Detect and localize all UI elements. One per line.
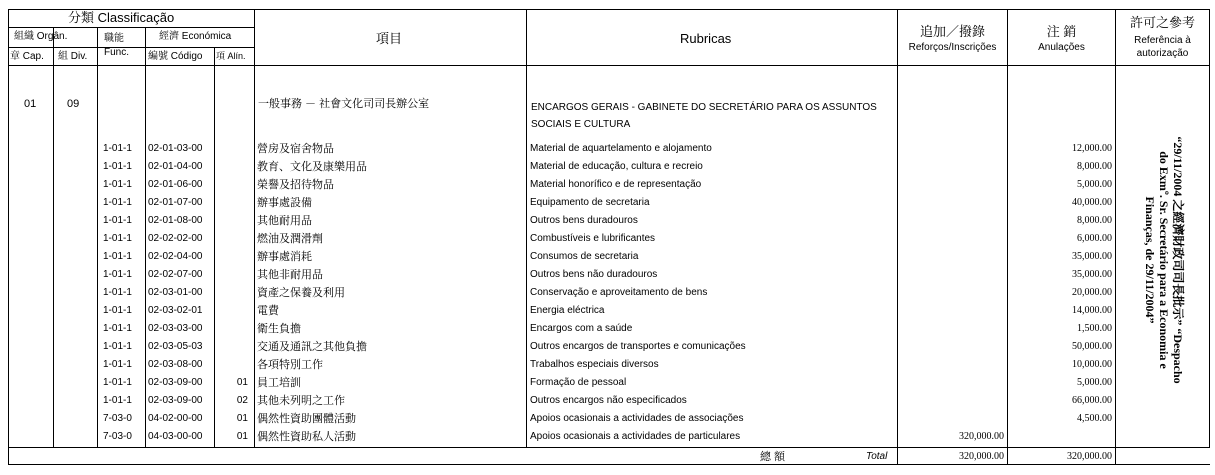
row-desc-zh: 辦事處設備: [257, 197, 312, 209]
table-row: [0, 302, 1215, 320]
row-code: 02-01-03-00: [148, 143, 203, 154]
row-anulacao: 10,000.00: [1072, 359, 1112, 370]
row-desc-zh: 辦事處消耗: [257, 251, 312, 263]
row-anulacao: 20,000.00: [1072, 287, 1112, 298]
row-func: 1-01-1: [103, 377, 132, 388]
table-bottom-border: [8, 464, 1210, 465]
row-code: 02-03-05-03: [148, 341, 203, 352]
group-divisao: 09: [67, 98, 80, 110]
row-func: 1-01-1: [103, 341, 132, 352]
row-anulacao: 50,000.00: [1072, 341, 1112, 352]
row-code: 02-03-08-00: [148, 359, 203, 370]
row-anulacao: 5,000.00: [1077, 179, 1112, 190]
row-anulacao: 1,500.00: [1077, 323, 1112, 334]
row-desc-zh: 衛生負擔: [257, 323, 301, 335]
row-alinea: 02: [236, 395, 248, 406]
row-desc-zh: 偶然性資助團體活動: [257, 413, 356, 425]
row-func: 1-01-1: [103, 143, 132, 154]
row-anulacao: 8,000.00: [1077, 161, 1112, 172]
row-desc-zh: 教育、文化及康樂用品: [257, 161, 367, 173]
table-row: [0, 194, 1215, 212]
header-funcional: 職能 Func.: [104, 33, 130, 58]
row-desc-pt: Encargos com a saúde: [530, 323, 633, 334]
row-code: 02-02-04-00: [148, 251, 203, 262]
row-desc-zh: 電費: [257, 305, 279, 317]
row-code: 02-02-07-00: [148, 269, 203, 280]
rule: [8, 27, 254, 28]
row-desc-zh: 營房及宿舍物品: [257, 143, 334, 155]
row-code: 02-03-09-00: [148, 377, 203, 388]
table-row: [0, 248, 1215, 266]
table-row: [0, 320, 1215, 338]
header-anulacoes-pt: Anulações: [1038, 42, 1085, 53]
table-top-border: [8, 9, 1210, 10]
row-desc-pt: Trabalhos especiais diversos: [530, 359, 659, 370]
row-code: 02-03-09-00: [148, 395, 203, 406]
row-code: 02-01-04-00: [148, 161, 203, 172]
row-desc-pt: Energia eléctrica: [530, 305, 605, 316]
rule: [8, 447, 1210, 448]
header-alinea: 項 Alín.: [216, 51, 246, 61]
row-func: 7-03-0: [103, 431, 132, 442]
row-desc-zh: 偶然性資助私人活動: [257, 431, 356, 443]
total-label-zh: 總 額: [760, 451, 786, 463]
row-func: 1-01-1: [103, 287, 132, 298]
header-reforcos-pt: Reforços/Inscrições: [908, 42, 997, 53]
row-func: 1-01-1: [103, 251, 132, 262]
row-desc-pt: Outros encargos não especificados: [530, 395, 687, 406]
row-anulacao: 66,000.00: [1072, 395, 1112, 406]
row-code: 02-01-08-00: [148, 215, 203, 226]
row-anulacao: 35,000.00: [1072, 251, 1112, 262]
row-alinea: 01: [236, 413, 248, 424]
authorization-text: “29/11/2004 之經濟財政司司長批示” “Despacho do Exmº. Sr. Secretário para a Economia e Finanças, de 29/11/2004”: [1143, 136, 1185, 384]
row-desc-zh: 資產之保養及利用: [257, 287, 345, 299]
row-func: 7-03-0: [103, 413, 132, 424]
header-reforcos-zh: 追加／撥錄: [919, 24, 985, 39]
row-anulacao: 4,500.00: [1077, 413, 1112, 424]
row-code: 02-02-02-00: [148, 233, 203, 244]
row-alinea: 01: [236, 377, 248, 388]
row-func: 1-01-1: [103, 179, 132, 190]
table-row: [0, 158, 1215, 176]
row-code: 02-01-07-00: [148, 197, 203, 208]
row-func: 1-01-1: [103, 269, 132, 280]
row-desc-pt: Apoios ocasionais a actividades de particulares: [530, 431, 741, 442]
row-code: 02-03-01-00: [148, 287, 203, 298]
row-alinea: 01: [236, 431, 248, 442]
table-row: [0, 266, 1215, 284]
row-desc-pt: Outros bens duradouros: [530, 215, 638, 226]
total-label-pt: Total: [866, 451, 888, 462]
header-items-zh: 項目: [376, 31, 403, 46]
row-code: 02-03-02-01: [148, 305, 203, 316]
group-title-pt: ENCARGOS GERAIS - GABINETE DO SECRETÁRIO PARA OS ASSUNTOS SOCIAIS E CULTURA: [531, 102, 877, 130]
table-row: [0, 140, 1215, 158]
authorization-reference: [1120, 135, 1208, 385]
row-desc-pt: Outros bens não duradouros: [530, 269, 658, 280]
group-capitulo: 01: [24, 98, 37, 110]
table-row: [0, 374, 1215, 392]
row-desc-pt: Material de educação, cultura e recreio: [530, 161, 703, 172]
row-desc-pt: Material de aquartelamento e alojamento: [530, 143, 712, 154]
row-func: 1-01-1: [103, 395, 132, 406]
row-code: 04-02-00-00: [148, 413, 203, 424]
row-desc-zh: 員工培訓: [257, 377, 301, 389]
row-anulacao: 35,000.00: [1072, 269, 1112, 280]
header-codigo: 編號 Código: [148, 51, 203, 62]
row-desc-pt: Outros encargos de transportes e comunicações: [530, 341, 746, 352]
row-desc-pt: Apoios ocasionais a actividades de associações: [530, 413, 744, 424]
row-func: 1-01-1: [103, 197, 132, 208]
table-row: [0, 230, 1215, 248]
row-anulacao: 12,000.00: [1072, 143, 1112, 154]
row-anulacao: 6,000.00: [1077, 233, 1112, 244]
table-row: [0, 410, 1215, 428]
header-rubricas: Rubricas: [680, 31, 732, 46]
row-code: 04-03-00-00: [148, 431, 203, 442]
total-anulacao: 320,000.00: [1067, 451, 1112, 462]
row-desc-pt: Combustíveis e lubrificantes: [530, 233, 656, 244]
table-row: [0, 212, 1215, 230]
group-title-zh: 一般事務 － 社會文化司司長辦公室: [258, 98, 430, 110]
row-anulacao: 14,000.00: [1072, 305, 1112, 316]
header-organica: 組織 Orgân.: [14, 31, 68, 42]
row-func: 1-01-1: [103, 323, 132, 334]
row-desc-zh: 交通及通訊之其他負擔: [257, 341, 367, 353]
row-desc-zh: 其他未列明之工作: [257, 395, 345, 407]
row-desc-zh: 榮譽及招待物品: [257, 179, 334, 191]
header-referencia-zh: 許可之參考: [1129, 15, 1195, 30]
table-row: [0, 338, 1215, 356]
row-code: 02-01-06-00: [148, 179, 203, 190]
row-func: 1-01-1: [103, 233, 132, 244]
row-desc-pt: Formação de pessoal: [530, 377, 627, 388]
row-desc-zh: 其他耐用品: [257, 215, 312, 227]
header-referencia-pt: Referência à autorização: [1134, 35, 1191, 59]
row-code: 02-03-03-00: [148, 323, 203, 334]
row-reforco: 320,000.00: [959, 431, 1004, 442]
total-reforco: 320,000.00: [959, 451, 1004, 462]
row-anulacao: 40,000.00: [1072, 197, 1112, 208]
header-economica: 經濟 Económica: [159, 31, 232, 42]
table-row: [0, 392, 1215, 410]
header-capitulo: 章 Cap.: [10, 51, 44, 62]
table-row: [0, 356, 1215, 374]
row-desc-pt: Consumos de secretaria: [530, 251, 639, 262]
header-classificacao: 分類 Classificação: [68, 10, 175, 25]
row-desc-zh: 燃油及潤滑劑: [257, 233, 323, 245]
table-row: [0, 428, 1215, 446]
row-desc-pt: Equipamento de secretaria: [530, 197, 650, 208]
row-desc-zh: 各項特別工作: [257, 359, 323, 371]
row-anulacao: 5,000.00: [1077, 377, 1112, 388]
header-bottom-border: [8, 65, 1210, 66]
row-func: 1-01-1: [103, 305, 132, 316]
row-anulacao: 8,000.00: [1077, 215, 1112, 226]
row-func: 1-01-1: [103, 161, 132, 172]
row-func: 1-01-1: [103, 359, 132, 370]
row-func: 1-01-1: [103, 215, 132, 226]
row-desc-zh: 其他非耐用品: [257, 269, 323, 281]
table-row: [0, 176, 1215, 194]
row-desc-pt: Material honorífico e de representação: [530, 179, 702, 190]
header-anulacoes-zh: 注 銷: [1046, 24, 1077, 39]
header-divisao: 組 Div.: [58, 51, 88, 62]
table-row: [0, 284, 1215, 302]
row-desc-pt: Conservação e aproveitamento de bens: [530, 287, 708, 298]
